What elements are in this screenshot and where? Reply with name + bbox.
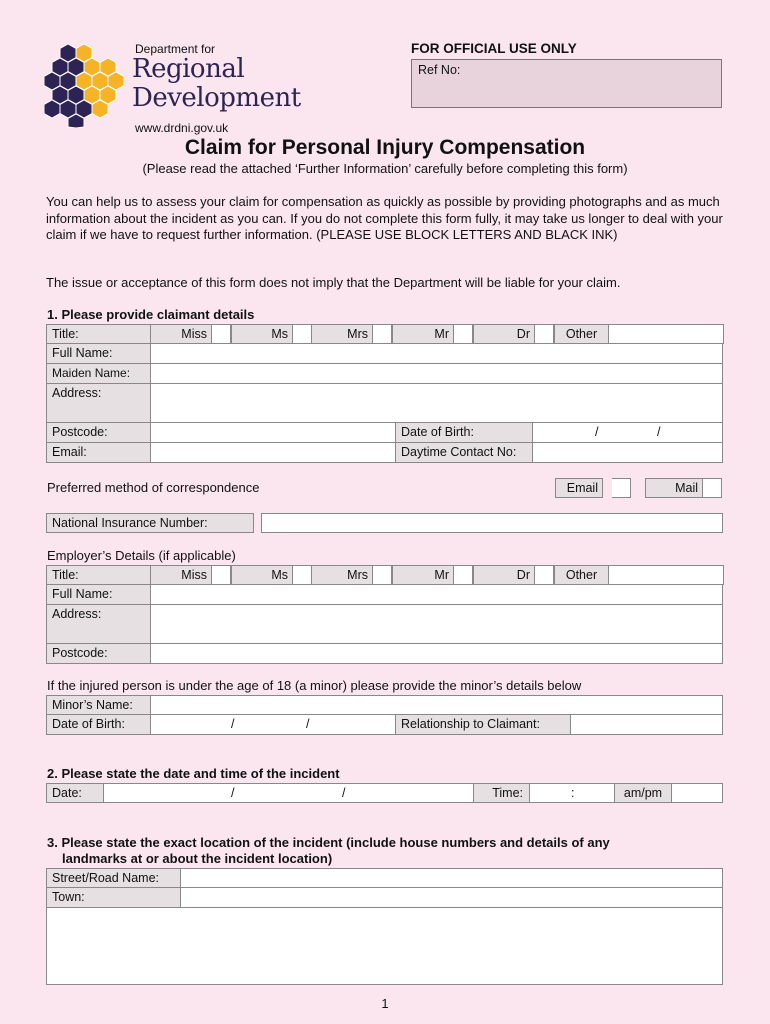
claimant-title-options	[150, 325, 724, 343]
claimant-title-option-mrs-label: Mrs	[311, 324, 373, 344]
claimant-title-miss-checkbox[interactable]	[212, 324, 231, 344]
ni-input[interactable]	[261, 513, 723, 533]
page-subtitle: (Please read the attached ‘Further Information’ carefully before completing this form)	[142, 161, 628, 176]
employer-title-mr-checkbox[interactable]	[454, 565, 473, 585]
street-row	[46, 868, 723, 888]
claimant-fullname-label: Full Name:	[47, 344, 150, 363]
correspondence-label: Preferred method of correspondence	[47, 480, 260, 495]
claimant-dob-label: Date of Birth:	[395, 423, 532, 442]
claimant-maiden-row	[46, 364, 723, 384]
website-url: www.drdni.gov.uk	[135, 121, 229, 135]
employer-postcode-input[interactable]	[150, 644, 722, 663]
employer-title-option-mrs-label: Mrs	[311, 565, 373, 585]
section1-heading: 1. Please provide claimant details	[47, 307, 255, 322]
incident-time-label: Time:	[473, 784, 529, 802]
dob-slash: /	[595, 425, 599, 439]
minor-name-label: Minor’s Name:	[47, 696, 150, 714]
employer-title-ms-checkbox[interactable]	[293, 565, 312, 585]
section3-heading-line2: landmarks at or about the incident location)	[62, 851, 333, 866]
employer-fullname-row	[46, 585, 723, 605]
claimant-title-option-dr-label: Dr	[473, 324, 535, 344]
correspondence-email-label: Email	[555, 478, 603, 498]
claimant-title-option-other-label: Other	[554, 324, 609, 344]
date-slash: /	[231, 786, 235, 800]
incident-time-input[interactable]	[529, 784, 614, 802]
minor-dob-row	[46, 715, 723, 735]
claimant-title-dr-checkbox[interactable]	[535, 324, 554, 344]
correspondence-email-checkbox[interactable]	[612, 478, 631, 498]
employer-fullname-label: Full Name:	[47, 585, 150, 604]
claimant-daytime-label: Daytime Contact No:	[395, 443, 532, 462]
intro-paragraph: You can help us to assess your claim for compensation as quickly as possible by providing photographs and as much information about the incident as you can. If you do not complete this form fully, it may take us longer to deal with your claim if we have to request further information. (PLEASE USE BLOCK LETTERS AND BLACK INK)	[46, 194, 723, 242]
correspondence-mail-label: Mail	[645, 478, 703, 498]
employer-title-option-other-label: Other	[554, 565, 609, 585]
logo-name-line2: Development	[132, 83, 301, 113]
page-number: 1	[381, 996, 389, 1011]
employer-postcode-label: Postcode:	[47, 644, 150, 663]
ni-label: National Insurance Number:	[46, 513, 254, 533]
date-slash: /	[342, 786, 346, 800]
official-use-heading: FOR OFFICIAL USE ONLY	[411, 41, 577, 56]
employer-postcode-row	[46, 644, 723, 664]
employer-address-input[interactable]	[150, 605, 722, 643]
employer-title-option-dr-label: Dr	[473, 565, 535, 585]
claimant-title-other-input[interactable]	[609, 324, 724, 344]
claimant-title-row	[46, 324, 723, 344]
employer-address-row	[46, 605, 723, 644]
employer-address-label: Address:	[47, 605, 150, 643]
employer-heading: Employer’s Details (if applicable)	[47, 548, 236, 563]
incident-date-label: Date:	[47, 784, 103, 802]
claimant-title-option-miss-label: Miss	[150, 324, 212, 344]
logo-dept-name	[132, 55, 301, 113]
employer-title-mrs-checkbox[interactable]	[373, 565, 392, 585]
street-label: Street/Road Name:	[47, 869, 180, 887]
claimant-postcode-row	[46, 423, 723, 443]
ref-no-label: Ref No:	[418, 63, 461, 77]
incident-date-input[interactable]	[103, 784, 473, 802]
page-title: Claim for Personal Injury Compensation	[184, 136, 586, 159]
minor-dob-input[interactable]	[150, 715, 395, 734]
claimant-title-mr-checkbox[interactable]	[454, 324, 473, 344]
claimant-title-mrs-checkbox[interactable]	[373, 324, 392, 344]
hexagon-cluster-icon	[44, 44, 124, 128]
street-input[interactable]	[180, 869, 722, 887]
claimant-title-option-ms-label: Ms	[231, 324, 293, 344]
employer-title-miss-checkbox[interactable]	[212, 565, 231, 585]
claimant-title-label: Title:	[47, 325, 150, 343]
logo-name-line1: Regional	[132, 54, 245, 84]
town-input[interactable]	[180, 888, 722, 907]
dob-slash: /	[657, 425, 661, 439]
employer-fullname-input[interactable]	[150, 585, 722, 604]
town-label: Town:	[47, 888, 180, 907]
dob-slash: /	[306, 717, 310, 731]
location-details-input[interactable]	[46, 908, 723, 985]
minor-name-row	[46, 695, 723, 715]
correspondence-mail-checkbox[interactable]	[703, 478, 722, 498]
incident-date-row	[46, 783, 723, 803]
claimant-title-option-mr-label: Mr	[392, 324, 454, 344]
employer-title-option-mr-label: Mr	[392, 565, 454, 585]
claimant-daytime-input[interactable]	[532, 443, 722, 462]
logo-dept-for: Department for	[135, 42, 216, 56]
time-colon: :	[571, 786, 575, 800]
town-row	[46, 888, 723, 908]
claimant-dob-input[interactable]	[532, 423, 722, 442]
minor-relationship-label: Relationship to Claimant:	[395, 715, 570, 734]
claimant-address-row	[46, 384, 723, 423]
employer-title-row	[46, 565, 723, 585]
employer-title-option-miss-label: Miss	[150, 565, 212, 585]
claimant-address-label: Address:	[47, 384, 150, 422]
claimant-email-label: Email:	[47, 443, 150, 462]
employer-title-other-input[interactable]	[609, 565, 724, 585]
employer-title-label: Title:	[47, 566, 150, 584]
employer-title-dr-checkbox[interactable]	[535, 565, 554, 585]
claimant-address-input[interactable]	[150, 384, 722, 422]
claimant-fullname-row	[46, 344, 723, 364]
claimant-maiden-input[interactable]	[150, 364, 722, 383]
minor-intro: If the injured person is under the age of 18 (a minor) please provide the minor’s details below	[47, 678, 582, 693]
claimant-maiden-label: Maiden Name:	[47, 364, 150, 383]
claimant-postcode-label: Postcode:	[47, 423, 150, 442]
claimant-email-row	[46, 443, 723, 463]
claimant-email-input[interactable]	[150, 443, 395, 462]
dob-slash: /	[231, 717, 235, 731]
claimant-fullname-input[interactable]	[150, 344, 722, 363]
claimant-postcode-input[interactable]	[150, 423, 395, 442]
ampm-input[interactable]	[671, 784, 722, 802]
disclaimer-paragraph: The issue or acceptance of this form does not imply that the Department will be liable for your claim.	[46, 275, 621, 290]
employer-title-option-ms-label: Ms	[231, 565, 293, 585]
ampm-label: am/pm	[614, 784, 671, 802]
employer-title-options	[150, 566, 724, 584]
section3-heading-line1: 3. Please state the exact location of the incident (include house numbers and details of any	[47, 835, 610, 850]
claimant-title-ms-checkbox[interactable]	[293, 324, 312, 344]
minor-relationship-input[interactable]	[570, 715, 722, 734]
minor-name-input[interactable]	[150, 696, 722, 714]
section2-heading: 2. Please state the date and time of the incident	[47, 766, 340, 781]
minor-dob-label: Date of Birth:	[47, 715, 150, 734]
